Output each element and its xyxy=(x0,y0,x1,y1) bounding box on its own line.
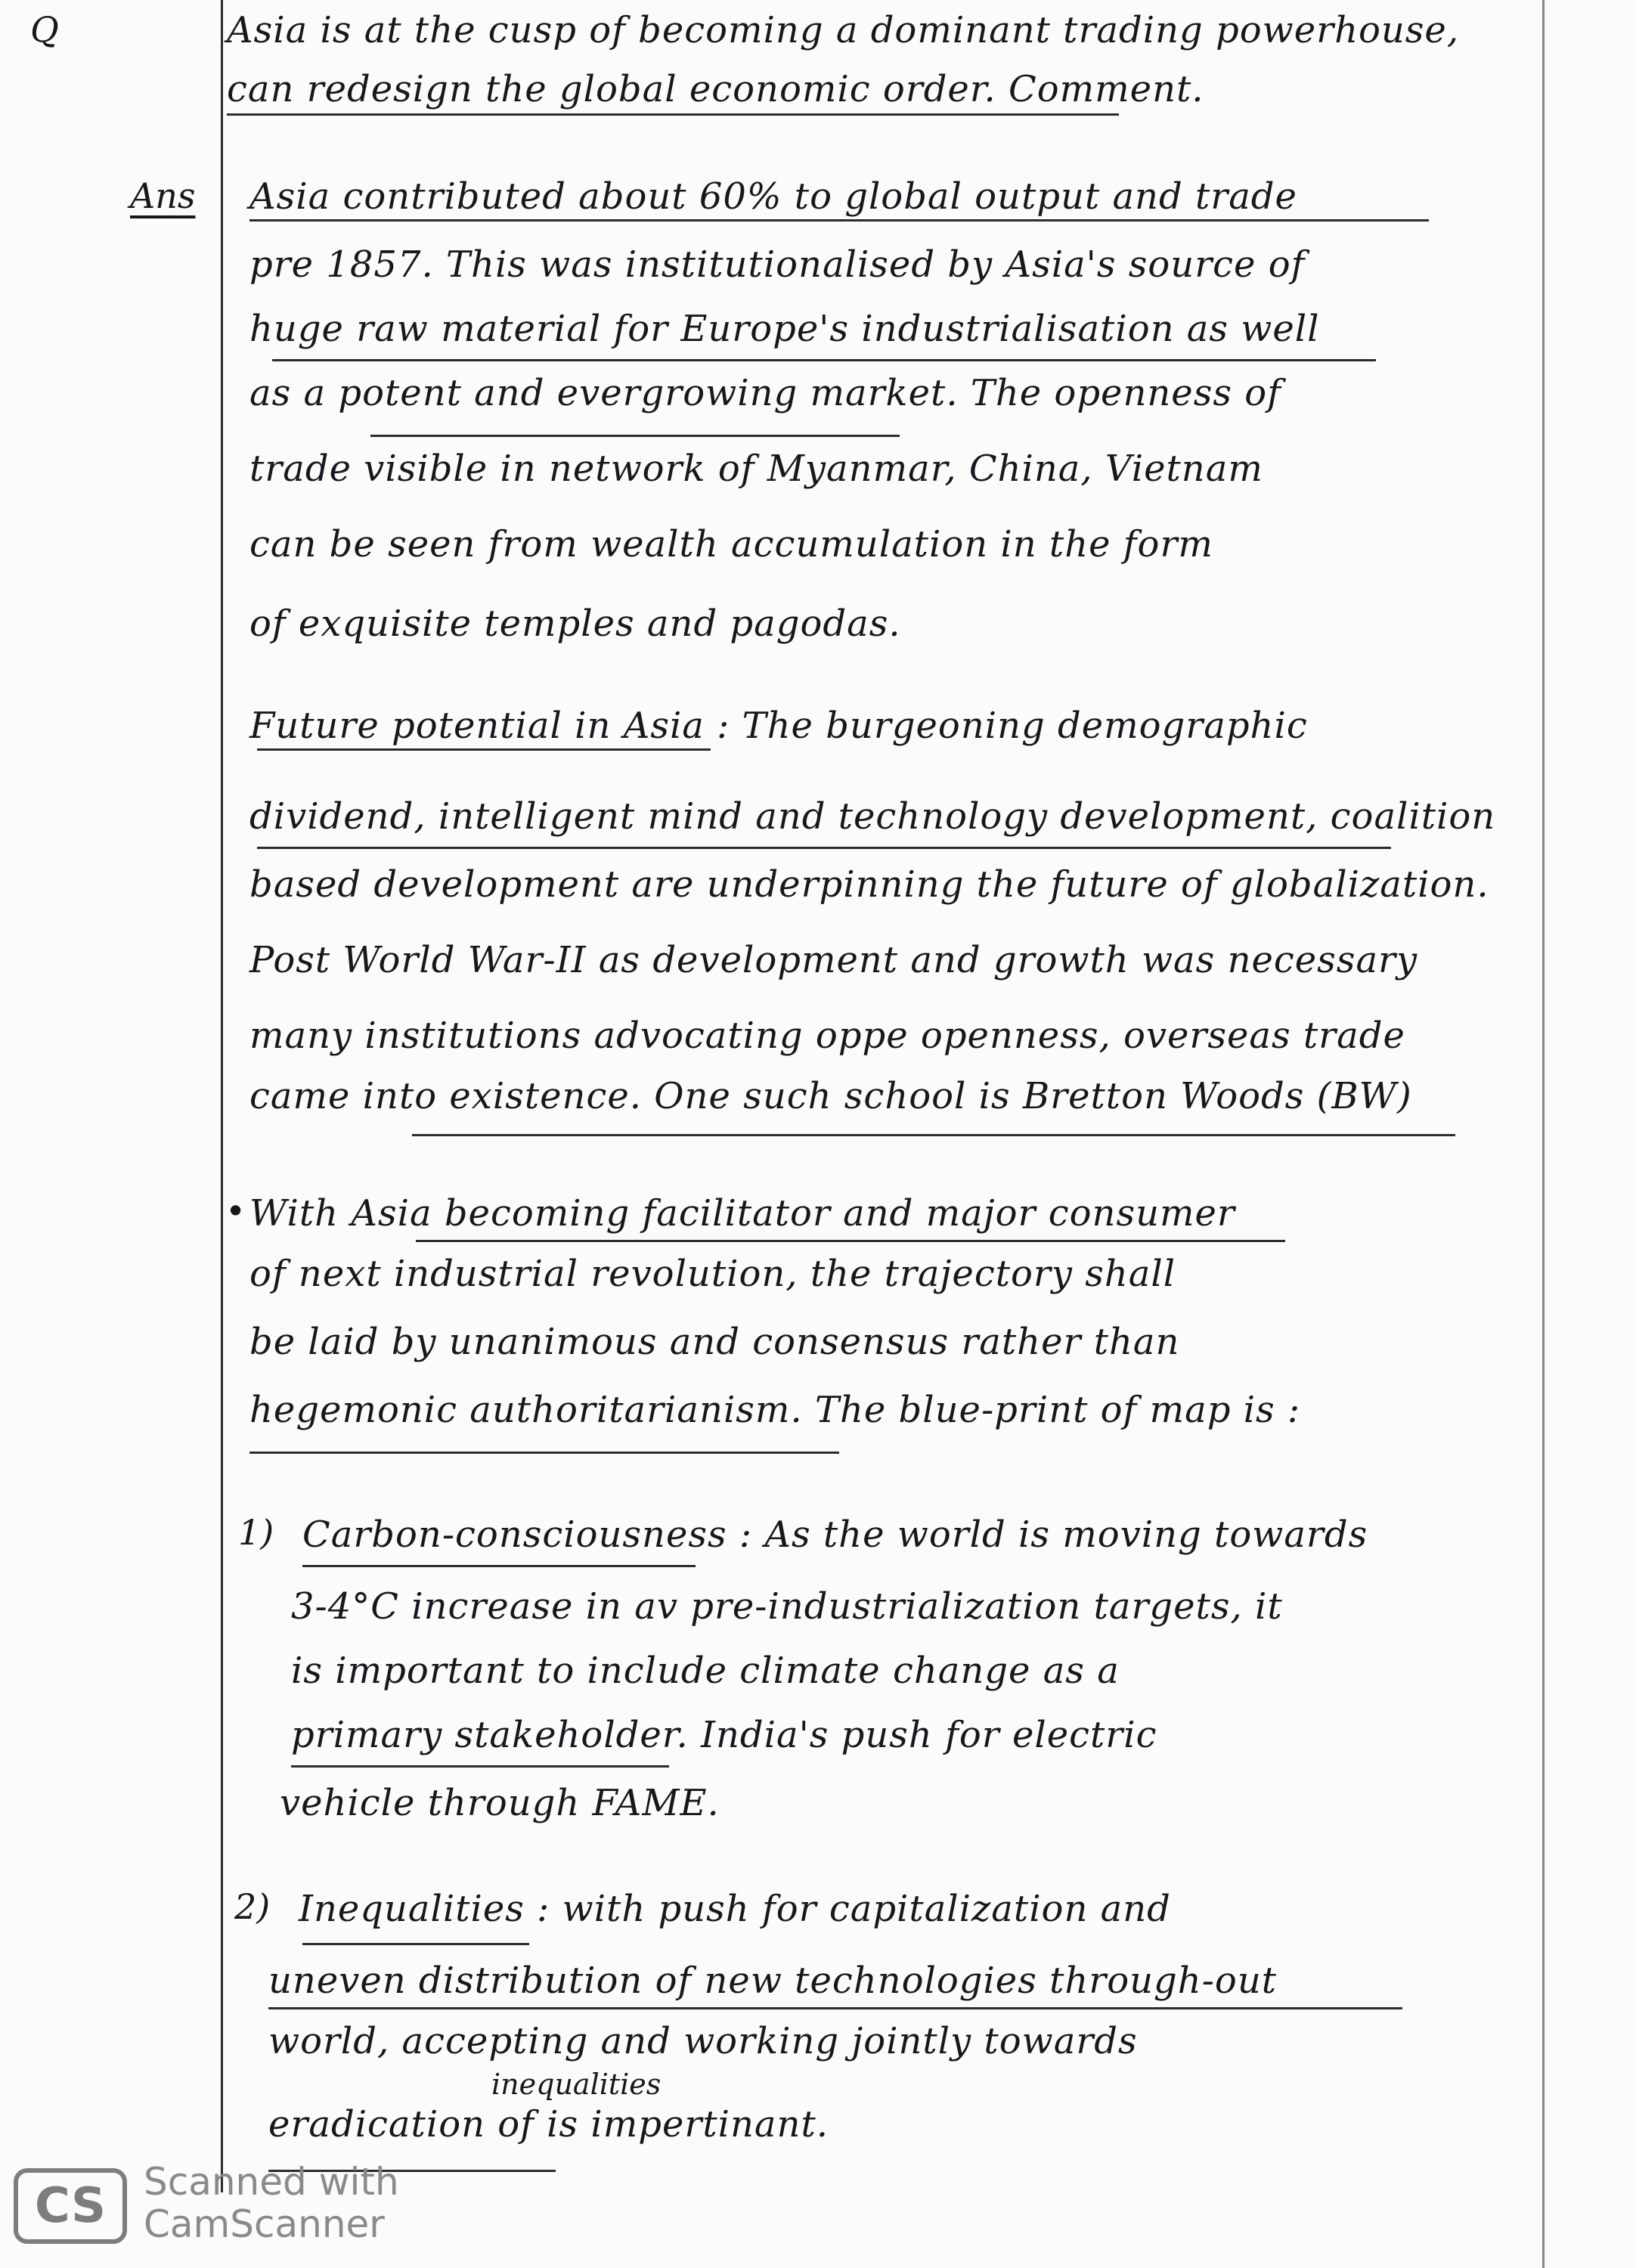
bullet-dot: • xyxy=(225,1191,246,1232)
point1-line-2: 3-4°C increase in av pre-industrialization targets, it xyxy=(291,1585,1283,1628)
question-line-2: can redesign the global economic order. Comment. xyxy=(227,68,1204,110)
para1-line-7: of exquisite temples and pagodas. xyxy=(249,603,901,645)
underline xyxy=(412,1134,1455,1136)
underline xyxy=(249,1452,839,1454)
point1-line-3: is important to include climate change as a xyxy=(291,1650,1120,1692)
watermark-line-1: Scanned with xyxy=(144,2160,399,2204)
underline xyxy=(257,847,1391,849)
underline xyxy=(249,219,1429,222)
underline xyxy=(302,1943,529,1945)
para3-line-1: With Asia becoming facilitator and major consumer xyxy=(249,1192,1235,1235)
para1-line-1: Asia contributed about 60% to global output and trade xyxy=(249,175,1297,218)
underline xyxy=(370,435,900,437)
para2-line-2: dividend, intelligent mind and technology development, coalition xyxy=(249,795,1496,838)
point1-line-1: Carbon-consciousness : As the world is moving towards xyxy=(302,1514,1368,1556)
para2-line-5: many institutions advocating oppe openness, overseas trade xyxy=(249,1015,1405,1057)
para3-line-4: hegemonic authoritarianism. The blue-print of map is : xyxy=(249,1389,1301,1431)
margin-line xyxy=(221,0,223,2192)
para2-line-6: came into existence. One such school is Bretton Woods (BW) xyxy=(249,1075,1412,1117)
point2-line-2: uneven distribution of new technologies through-out xyxy=(268,1960,1278,2002)
point2-line-3: world, accepting and working jointly towards xyxy=(268,2020,1138,2062)
point1-line-4: primary stakeholder. India's push for electric xyxy=(291,1714,1157,1756)
point2-line-4: eradication of is impertinant. xyxy=(268,2103,829,2146)
para3-line-2: of next industrial revolution, the trajectory shall xyxy=(249,1253,1176,1295)
para3-line-3: be laid by unanimous and consensus rather than xyxy=(249,1321,1180,1363)
para2-line-1: Future potential in Asia : The burgeoning demographic xyxy=(249,705,1308,747)
point1-marker: 1) xyxy=(238,1512,274,1553)
para2-line-4: Post World War-II as development and growth was necessary xyxy=(249,939,1418,981)
watermark-line-2: CamScanner xyxy=(144,2202,385,2246)
underline xyxy=(272,359,1376,361)
para1-line-5: trade visible in network of Myanmar, China, Vietnam xyxy=(249,448,1263,490)
underline xyxy=(227,113,1119,116)
para1-line-3: huge raw material for Europe's industrialisation as well xyxy=(249,308,1320,350)
underline xyxy=(416,1240,1285,1242)
camscanner-watermark xyxy=(14,2161,437,2251)
underline xyxy=(302,1565,696,1567)
answer-label: Ans xyxy=(130,175,196,216)
question-line-1: Asia is at the cusp of becoming a dominant trading powerhouse, xyxy=(227,9,1460,51)
camscanner-logo: CS xyxy=(14,2168,127,2244)
question-marker: Q xyxy=(30,9,59,50)
underline xyxy=(268,2007,1402,2009)
point2-marker: 2) xyxy=(234,1886,271,1927)
underline xyxy=(291,1765,669,1768)
point2-insert-note: inequalities xyxy=(491,2068,662,2101)
para1-line-2: pre 1857. This was institutionalised by Asia's source of xyxy=(249,243,1306,286)
page-edge-line xyxy=(1542,0,1545,2268)
para1-line-6: can be seen from wealth accumulation in the form xyxy=(249,523,1213,565)
point2-line-1: Inequalities : with push for capitalization and xyxy=(299,1888,1171,1930)
para1-line-4: as a potent and evergrowing market. The openness of xyxy=(249,372,1281,414)
underline xyxy=(257,748,711,751)
para2-line-3: based development are underpinning the future of globalization. xyxy=(249,863,1489,906)
point1-line-5: vehicle through FAME. xyxy=(280,1782,720,1824)
